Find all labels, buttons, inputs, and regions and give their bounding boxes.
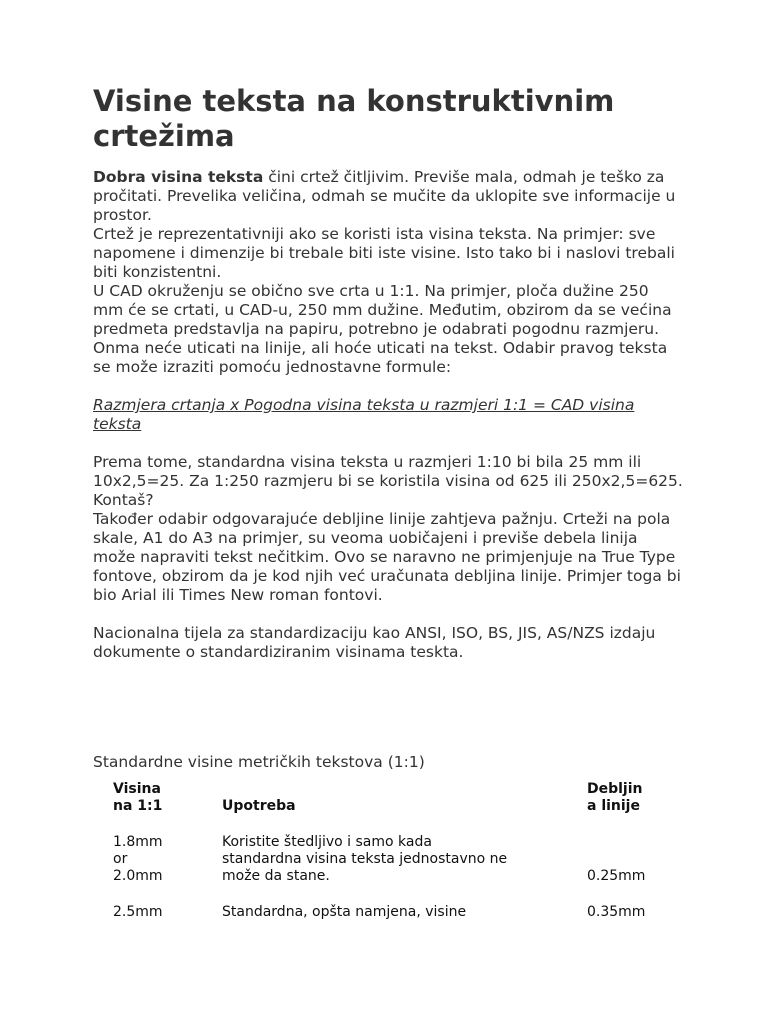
cell-thickness: 0.25mm xyxy=(587,868,646,884)
cell-usage: Koristite štedljivo i samo kada standardna visina teksta jednostavno ne može da stane. xyxy=(222,834,508,884)
table-row xyxy=(113,834,657,885)
cell-thickness: 0.35mm xyxy=(587,904,646,920)
table-caption: Standardne visine metričkih tekstova (1:1) xyxy=(93,753,425,771)
article-body xyxy=(93,168,683,662)
intro-bold-lead: Dobra visina teksta xyxy=(93,168,264,186)
intro-text: čini crtež čitljivim. Previše mala, odmah je teško za pročitati. Prevelika veličina, odmah se mučite da uklopite sve informacije u prostor. xyxy=(93,168,676,224)
paragraph-example: Prema tome, standardna visina teksta u razmjeri 1:10 bi bila 25 mm ili 10x2,5=25. Za 1:250 razmjeru bi se koristila visina od 625 ili 250x2,5=625. Kontaš? xyxy=(93,453,683,509)
header-height: Visina na 1:1 xyxy=(113,781,163,814)
cell-height: 2.5mm xyxy=(113,904,163,920)
page-title: Visine teksta na konstruktivnim crtežima xyxy=(93,84,615,153)
paragraph-consistency: Crtež je reprezentativniji ako se koristi ista visina teksta. Na primjer: sve napomene i dimenzije bi trebale biti iste visine. Isto tako bi i naslovi trebali biti konzistentni. xyxy=(93,225,675,281)
paragraph-cad-scale: U CAD okruženju se obično sve crta u 1:1. Na primjer, ploča dužine 250 mm će se crtati, u CAD-u, 250 mm dužine. Međutim, obzirom da se većina predmeta predstavlja na papiru, potrebno je odabrati pogodnu razmjeru. Onma neće uticati na linije, ali hoće uticati na tekst. Odabir pravog teksta se može izraziti pomoću jednostavne formule: xyxy=(93,282,672,376)
header-usage: Upotreba xyxy=(222,798,296,814)
table-row xyxy=(113,904,657,921)
cell-usage: Standardna, opšta namjena, visine xyxy=(222,904,467,920)
paragraph-line-thickness: Također odabir odgovarajuće debljine linije zahtjeva pažnju. Crteži na pola skale, A1 do A3 na primjer, su veoma uobičajeni i previše debela linija može napraviti tekst nečitkim. Ovo se naravno ne primjenjuje na True Type fontove, obzirom da je kod njih već uračunata debljina linije. Primjer toga bi bio Arial ili Times New roman fontovi. xyxy=(93,510,681,604)
text-heights-table xyxy=(113,781,657,921)
paragraph-standards-bodies: Nacionalna tijela za standardizaciju kao ANSI, ISO, BS, JIS, AS/NZS izdaju dokumente o standardiziranim visinama teskta. xyxy=(93,624,656,661)
header-line-thickness: Debljin a linije xyxy=(587,781,643,814)
cell-height: 1.8mm or 2.0mm xyxy=(113,834,163,884)
intro-paragraph xyxy=(93,168,683,225)
table-header-row xyxy=(113,781,657,815)
formula: Razmjera crtanja x Pogodna visina teksta u razmjeri 1:1 = CAD visina teksta xyxy=(93,396,635,433)
